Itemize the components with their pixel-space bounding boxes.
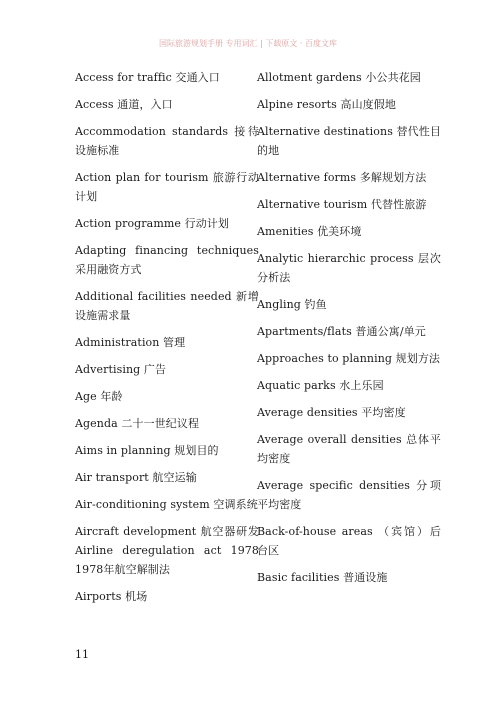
glossary-entry: Basic facilities 普通设施 — [257, 571, 388, 584]
glossary-entry: Angling 钓鱼 — [257, 298, 327, 311]
glossary-entry: Alternative tourism 代替性旅游 — [257, 198, 427, 211]
glossary-entry: Action plan for tourism 旅游行动计划 — [75, 171, 259, 203]
glossary-entry: Air transport 航空运输 — [75, 471, 197, 484]
glossary-entry: Back-of-house areas （宾馆）后台区 — [257, 525, 441, 557]
glossary-entry: Access 通道，入口 — [75, 98, 173, 111]
glossary-entry: Additional facilities needed 新增设施需求量 — [75, 290, 259, 322]
glossary-entry: Access for traffic 交通入口 — [75, 71, 220, 84]
glossary-entry: Aircraft development 航空器研发 Airline deregulation act 1978 1978年航空解制法 — [75, 525, 259, 576]
glossary-entry: Analytic hierarchic process 层次分析法 — [257, 252, 441, 284]
glossary-entry: Apartments/flats 普通公寓/单元 — [257, 325, 426, 338]
glossary-entry: Average overall densities 总体平均密度 — [257, 433, 441, 465]
right-column — [257, 68, 441, 595]
glossary-entry: Agenda 二十一世纪议程 — [75, 417, 200, 430]
page-number: 11 — [75, 648, 89, 661]
glossary-entry: Alternative destinations 替代性目的地 — [257, 125, 441, 157]
glossary-entry: Aquatic parks 水上乐园 — [257, 379, 384, 392]
page-header-banner: 国际旅游规划手册 专用词汇 | 下载原文 · 百度文库 — [159, 39, 337, 48]
left-column — [75, 68, 259, 614]
glossary-entry: Average specific densities 分项平均密度 — [257, 479, 441, 511]
glossary-entry: Approaches to planning 规划方法 — [257, 352, 441, 365]
glossary-entry: Adapting financing techniques 采用融资方式 — [75, 244, 259, 276]
glossary-entry: Aims in planning 规划目的 — [75, 444, 219, 457]
glossary-entry: Accommodation standards 接待设施标准 — [75, 125, 259, 157]
glossary-entry: Age 年龄 — [75, 390, 123, 403]
glossary-entry: Airports 机场 — [75, 590, 148, 603]
glossary-entry: Alpine resorts 高山度假地 — [257, 98, 396, 111]
glossary-entry: Administration 管理 — [75, 336, 186, 349]
glossary-entry: Action programme 行动计划 — [75, 217, 229, 230]
glossary-entry: Average densities 平均密度 — [257, 406, 406, 419]
glossary-entry: Air-conditioning system 空调系统 — [75, 498, 258, 511]
glossary-entry: Alternative forms 多解规划方法 — [257, 171, 427, 184]
glossary-entry: Advertising 广告 — [75, 363, 167, 376]
glossary-entry: Amenities 优美环境 — [257, 225, 362, 238]
glossary-entry: Allotment gardens 小公共花园 — [257, 71, 421, 84]
